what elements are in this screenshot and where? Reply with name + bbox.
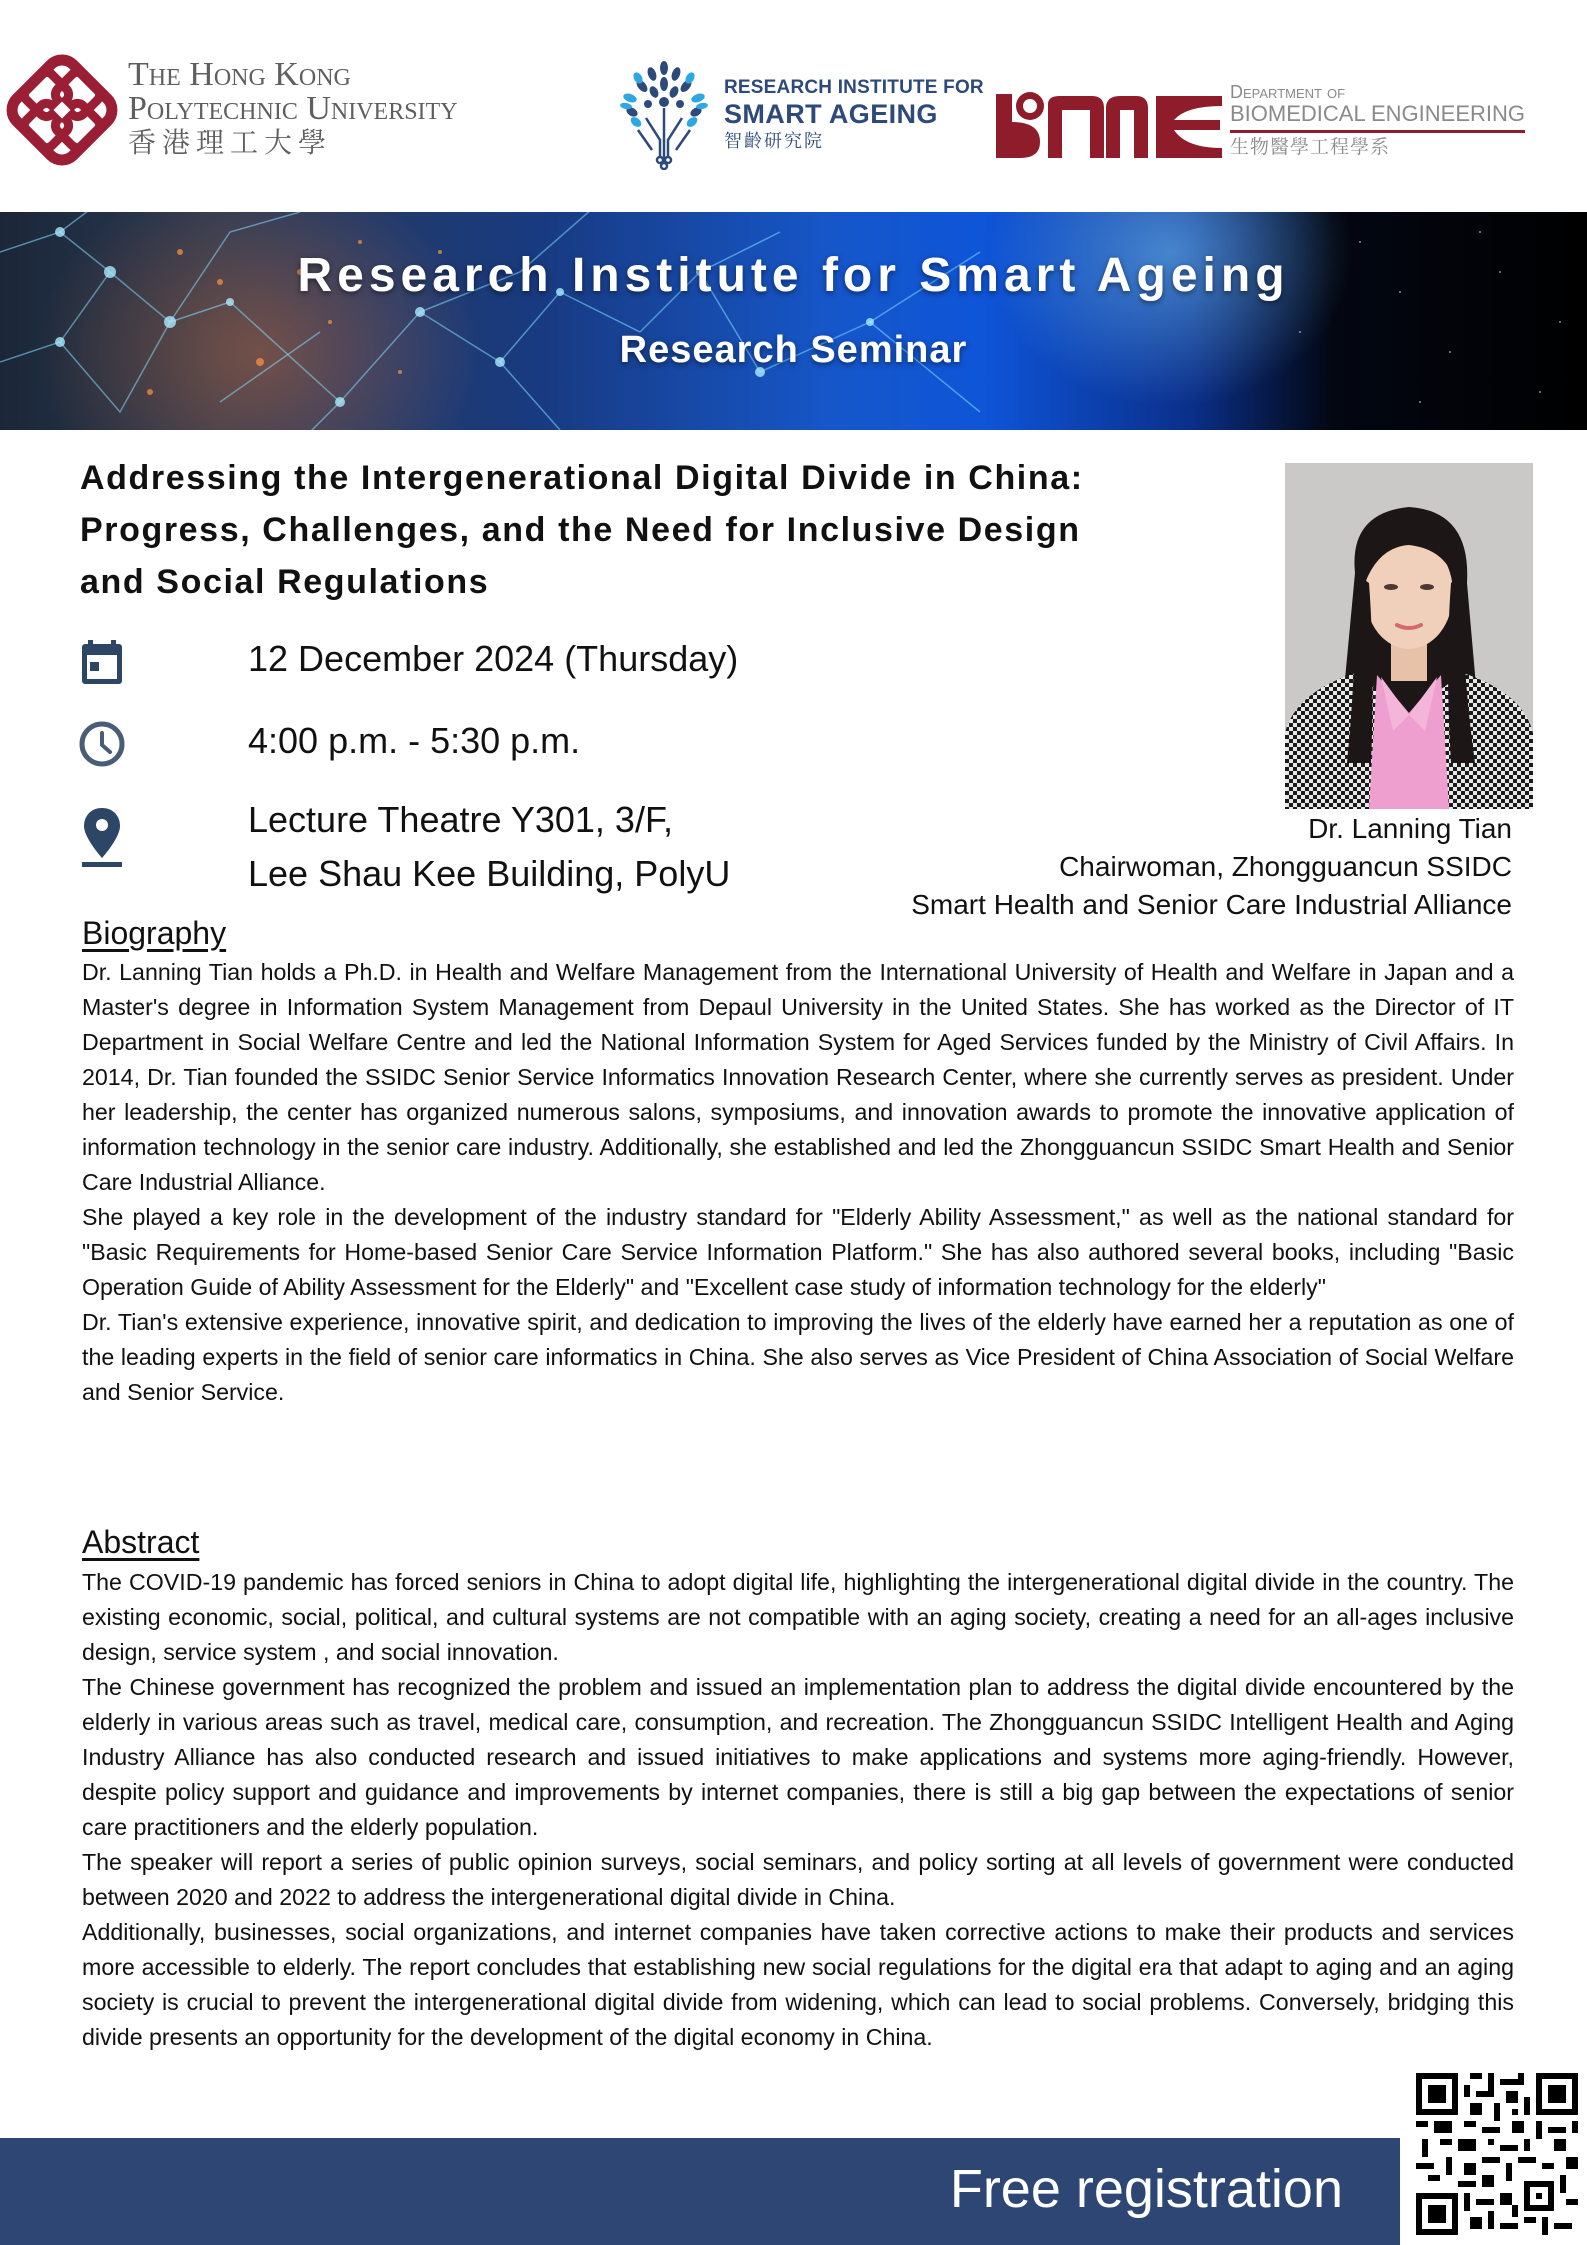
speaker-name: Dr. Lanning Tian [1308,813,1512,844]
abstract-paragraph: The COVID-19 pandemic has forced seniors in China to adopt digital life, highlighting the intergenerational digital divide in the country. The existing economic, social, political, and cultural systems are not compatible with an aging society, creating a need for an all-ages inclusive design, service system , and social innovation. [82,1569,1514,1665]
bme-logo [996,82,1525,163]
abstract-heading: Abstract [82,1524,200,1560]
risa-chinese: 智齡研究院 [724,131,824,151]
biography-paragraph: Dr. Lanning Tian holds a Ph.D. in Health and Welfare Management from the International University of Health and Welfare in Japan and a Master's degree in Information System Management from Depaul University in the United States. She has worked as the Director of IT Department in Social Welfare Centre and led the National Information System for Aged Services funded by the Ministry of Civil Affairs. In 2014, Dr. Tian founded the SSIDC Senior Service Informatics Innovation Research Center, where she currently serves as president. Under her leadership, the center has organized numerous salons, symposiums, and innovation awards to promote the innovative application of information technology in the senior care industry. Additionally, she established and led the Zhongguancun SSIDC Smart Health and Senior Care Industrial Alliance. [82,959,1514,1195]
bme-mark-icon [996,86,1226,160]
speaker-title-line2: Smart Health and Senior Care Industrial Alliance [911,889,1512,920]
calendar-icon [72,632,132,692]
event-time-row [72,714,580,774]
abstract-paragraph: Additionally, businesses, social organizations, and internet companies have taken corrective actions to make their products and services more accessible to elderly. The report concludes that establishing new social regulations for the digital era that adapt to aging and an aging society is crucial to prevent the intergenerational digital divide from widening, which can lead to social problems. Conversely, bridging this divide presents an opportunity for the development of the digital economy in China. [82,1919,1514,2050]
event-date-row [72,632,738,692]
biography-body [82,955,1514,1410]
tree-circuit-icon [616,60,712,170]
biography-paragraph: She played a key role in the development of the industry standard for "Elderly Ability Assessment," as well as the national standard for "Basic Requirements for Home-based Senior Care Service Information Platform." She has also authored several books, including "Basic Operation Guide of Ability Assessment for the Elderly" and "Excellent case study of information technology for the elderly" [82,1204,1514,1300]
qr-code-icon[interactable] [1410,2066,1584,2242]
polyu-logo [4,52,458,168]
risa-line1: RESEARCH INSTITUTE FOR [724,77,984,98]
abstract-paragraph: The speaker will report a series of public opinion surveys, social seminars, and policy sorting at all levels of government were conducted between 2020 and 2022 to address the intergenerational digital divide in China. [82,1849,1514,1910]
map-pin-icon [72,807,132,867]
bme-line2: BIOMEDICAL ENGINEERING [1230,102,1525,133]
abstract-paragraph: The Chinese government has recognized the problem and issued an implementation plan to address the digital divide encountered by the elderly in various areas such as travel, medical care, consumption, and recreation. The Zhongguancun SSIDC Intelligent Health and Aging Industry Alliance has also conducted research and issued initiatives to make applications and systems more aging-friendly. However, despite policy support and guidance and improvements by internet companies, there is still a big gap between the expectations of senior care practitioners and the elderly population. [82,1674,1514,1840]
risa-logo [616,60,984,170]
risa-line2: SMART AGEING [724,99,938,129]
banner-subtitle: Research Seminar [619,329,968,371]
polyu-name-line1: The Hong Kong [128,56,351,93]
event-time: 4:00 p.m. - 5:30 p.m. [248,720,581,761]
banner-title: Research Institute for Smart Ageing [297,249,1290,302]
biography-heading: Biography [82,915,227,951]
free-registration-label[interactable]: Free registration [949,2159,1343,2219]
event-location-line1: Lecture Theatre Y301, 3/F, [248,799,673,840]
registration-footer[interactable] [0,2138,1400,2245]
speaker-info [911,810,1512,924]
speaker-photo [1285,463,1533,809]
biography-paragraph: Dr. Tian's extensive experience, innovative spirit, and dedication to improving the lives of the elderly have earned her a reputation as one of the leading experts in the field of senior care informatics in China. She also serves as Vice President of China Association of Social Welfare and Senior Service. [82,1309,1514,1405]
event-location-row [72,793,730,901]
polyu-name-line2: Polytechnic University [128,90,458,127]
talk-title: Addressing the Intergenerational Digital Divide in China: Progress, Challenges, and the Need for Inclusive Design and Social Regulations [80,459,1084,601]
abstract-body [82,1565,1514,2055]
bme-line1: Department of [1230,82,1346,102]
speaker-title-line1: Chairwoman, Zhongguancun SSIDC [1059,851,1512,882]
header-logos [0,0,1587,212]
event-date: 12 December 2024 (Thursday) [248,638,739,679]
network-graphic [0,212,1587,430]
polyu-knot-icon [4,52,120,168]
polyu-name-chinese: 香港理工大學 [128,128,333,159]
clock-icon [72,714,132,774]
event-location-line2: Lee Shau Kee Building, PolyU [248,853,731,894]
hero-banner [0,212,1587,430]
bme-chinese: 生物醫學工程學系 [1230,137,1391,158]
